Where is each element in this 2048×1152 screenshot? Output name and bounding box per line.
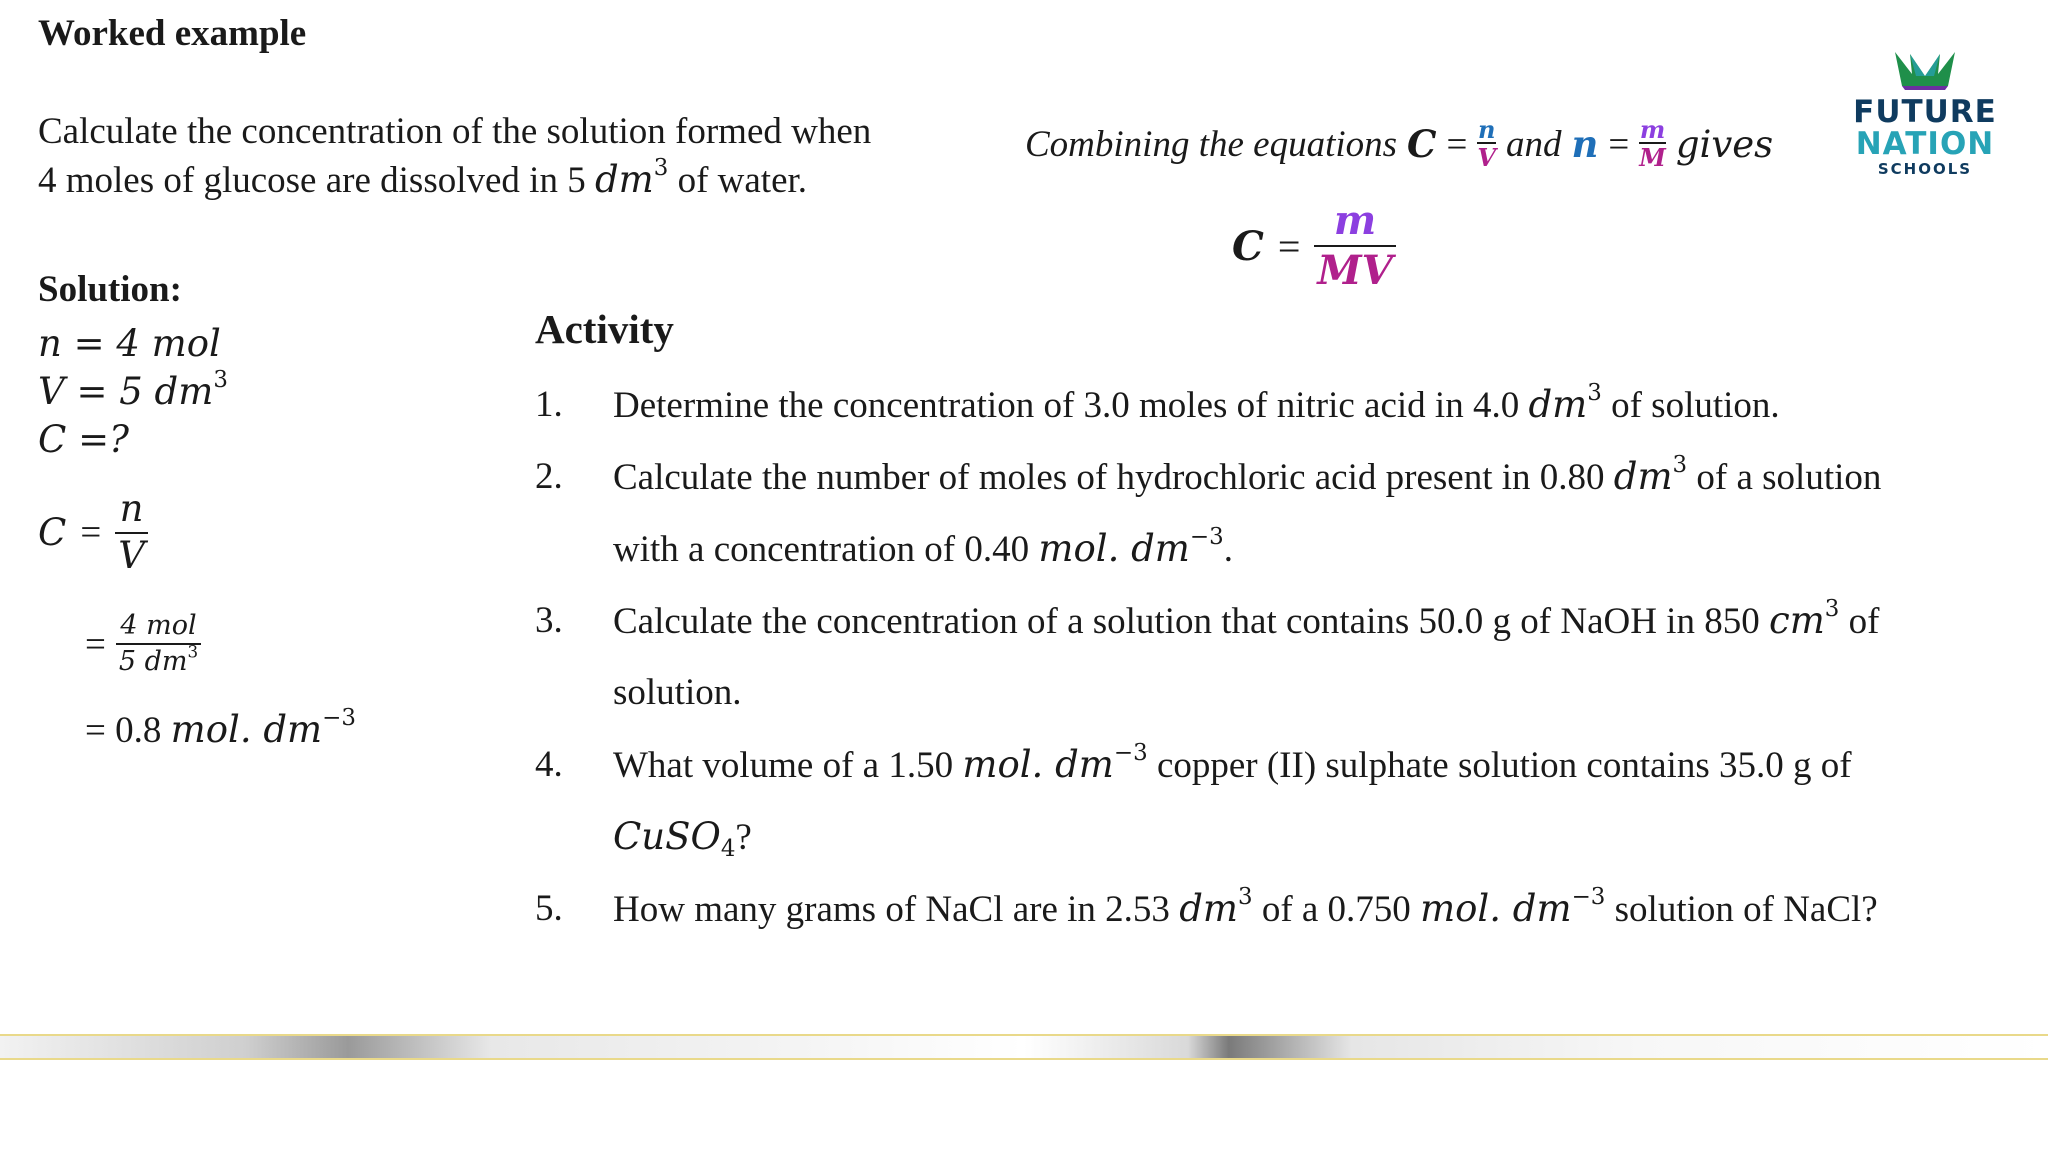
item-4-unit: mol. dm [962,743,1114,786]
mol-over-dm3 [116,612,201,677]
combining-gives: gives [1675,122,1774,166]
final-unit: mol. dm [170,708,323,751]
c-lhs: C [38,511,67,555]
result-fraction [1314,197,1395,294]
solution-c-unknown: C =? [38,418,129,461]
n-numerator: n [119,487,144,530]
activity-item-4-line-2 [613,815,752,862]
final-answer [85,704,356,752]
final-value: = 0.8 [85,710,171,751]
item-2-line2-exponent: −3 [1189,523,1224,550]
item-5-text: How many grams of NaCl are in 2.53 [613,889,1180,930]
item-1-text: Determine the concentration of 3.0 moles of nitric acid in 4.0 [613,385,1529,426]
v-denominator: V [115,532,148,576]
fraction-m: m [1639,115,1666,144]
activity-item-2 [613,451,1882,499]
combining-eq-1: = [1446,123,1468,165]
solution-n: n = 4 mol [38,322,221,365]
item-2-line2-text: with a concentration of 0.40 [613,529,1039,570]
footer-decorative-bar [0,1034,2048,1060]
item-4-subscript: 4 [720,835,736,862]
final-exponent: −3 [322,704,356,731]
item-5-unit-2: mol. dm [1420,887,1572,930]
item-2-unit: dm [1613,455,1673,498]
item-1-unit: dm [1528,383,1588,426]
item-4-exponent: −3 [1113,739,1148,766]
item-5-exponent-2: −3 [1571,883,1606,910]
c-eq: = [80,512,102,554]
activity-item-3-line-2: solution. [613,672,742,713]
solution-v-text: V = 5 dm [38,370,214,413]
item-4-tail: copper (II) sulphate solution contains 35.0 g of [1147,745,1852,786]
item-3-text: Calculate the concentration of a solution that contains 50.0 g of NaOH in 850 [613,601,1769,642]
activity-item-4 [613,739,1852,787]
frac2-numerator: 4 mol [120,610,197,641]
item-3-unit: cm [1768,599,1825,642]
activity-item-2-number: 2. [535,456,563,497]
result-denominator: MV [1314,245,1395,292]
solution-v [38,366,228,414]
item-4-chem: CuSO [613,815,721,858]
combining-eq-2: = [1608,123,1630,165]
item-5-exponent: 3 [1237,883,1253,910]
item-5-unit: dm [1179,887,1238,930]
logo-line-1: FUTURE [1853,94,1997,130]
activity-item-3 [613,595,1880,643]
question-tail: of water. [668,160,808,201]
item-2-line2-tail: . [1223,529,1233,570]
item-4-line2-tail: ? [735,817,752,858]
combining-c: C [1407,122,1437,166]
m-over-m-fraction [1639,115,1666,172]
activity-item-3-number: 3. [535,600,563,641]
combining-text: Combining the equations [1025,123,1398,165]
activity-item-5-number: 5. [535,888,563,929]
logo-line-2: NATION [1855,126,1995,162]
item-1-exponent: 3 [1587,379,1602,406]
logo-line-3: SCHOOLS [1877,160,1973,178]
combining-n: n [1571,122,1599,166]
item-2-exponent: 3 [1672,451,1688,478]
item-2-tail: of a solution [1687,457,1882,498]
page-title: Worked example [38,13,307,54]
worked-question [38,108,998,205]
combining-equations [1025,115,1774,172]
question-line-2 [38,156,998,205]
activity-item-1-number: 1. [535,384,563,425]
item-1-tail: of solution. [1601,385,1780,426]
combining-and: and [1506,123,1562,165]
activity-heading: Activity [535,306,674,352]
fraction-molar-mass: M [1639,143,1666,172]
frac2-eq: = [85,623,106,665]
question-unit: dm [594,158,654,201]
item-3-exponent: 3 [1824,595,1840,622]
fraction-v: V [1477,143,1496,172]
question-text: 4 moles of glucose are dissolved in 5 [38,160,595,201]
combined-formula [1232,197,1396,294]
item-5-mid: of a 0.750 [1252,889,1421,930]
substituted-fraction [85,612,201,677]
frac2-den-text: 5 dm [118,646,188,678]
n-over-v-fraction [1477,115,1496,172]
activity-item-4-number: 4. [535,744,563,785]
activity-item-2-line-2 [613,523,1233,571]
c-equals-n-over-v [38,487,148,577]
frac2-denominator [116,643,201,676]
question-line-1: Calculate the concentration of the solution formed when [38,111,872,152]
item-3-tail: of [1839,601,1880,642]
crown-icon [1890,42,1960,92]
activity-item-5 [613,883,1878,931]
result-numerator: m [1333,197,1377,244]
future-nation-logo [1850,42,2000,178]
item-5-tail: solution of NaCl? [1605,889,1878,930]
result-c: C [1232,222,1264,270]
activity-item-1 [613,379,1780,427]
frac2-den-exponent: 3 [187,641,199,662]
item-2-text: Calculate the number of moles of hydrochloric acid present in 0.80 [613,457,1614,498]
item-2-line2-unit: mol. dm [1038,527,1190,570]
question-exponent: 3 [653,154,669,181]
solution-heading: Solution: [38,269,182,310]
result-eq: = [1277,223,1301,269]
item-4-text: What volume of a 1.50 [613,745,963,786]
solution-v-exponent: 3 [213,366,228,393]
fraction-n: n [1477,115,1496,144]
n-over-v [115,487,148,577]
